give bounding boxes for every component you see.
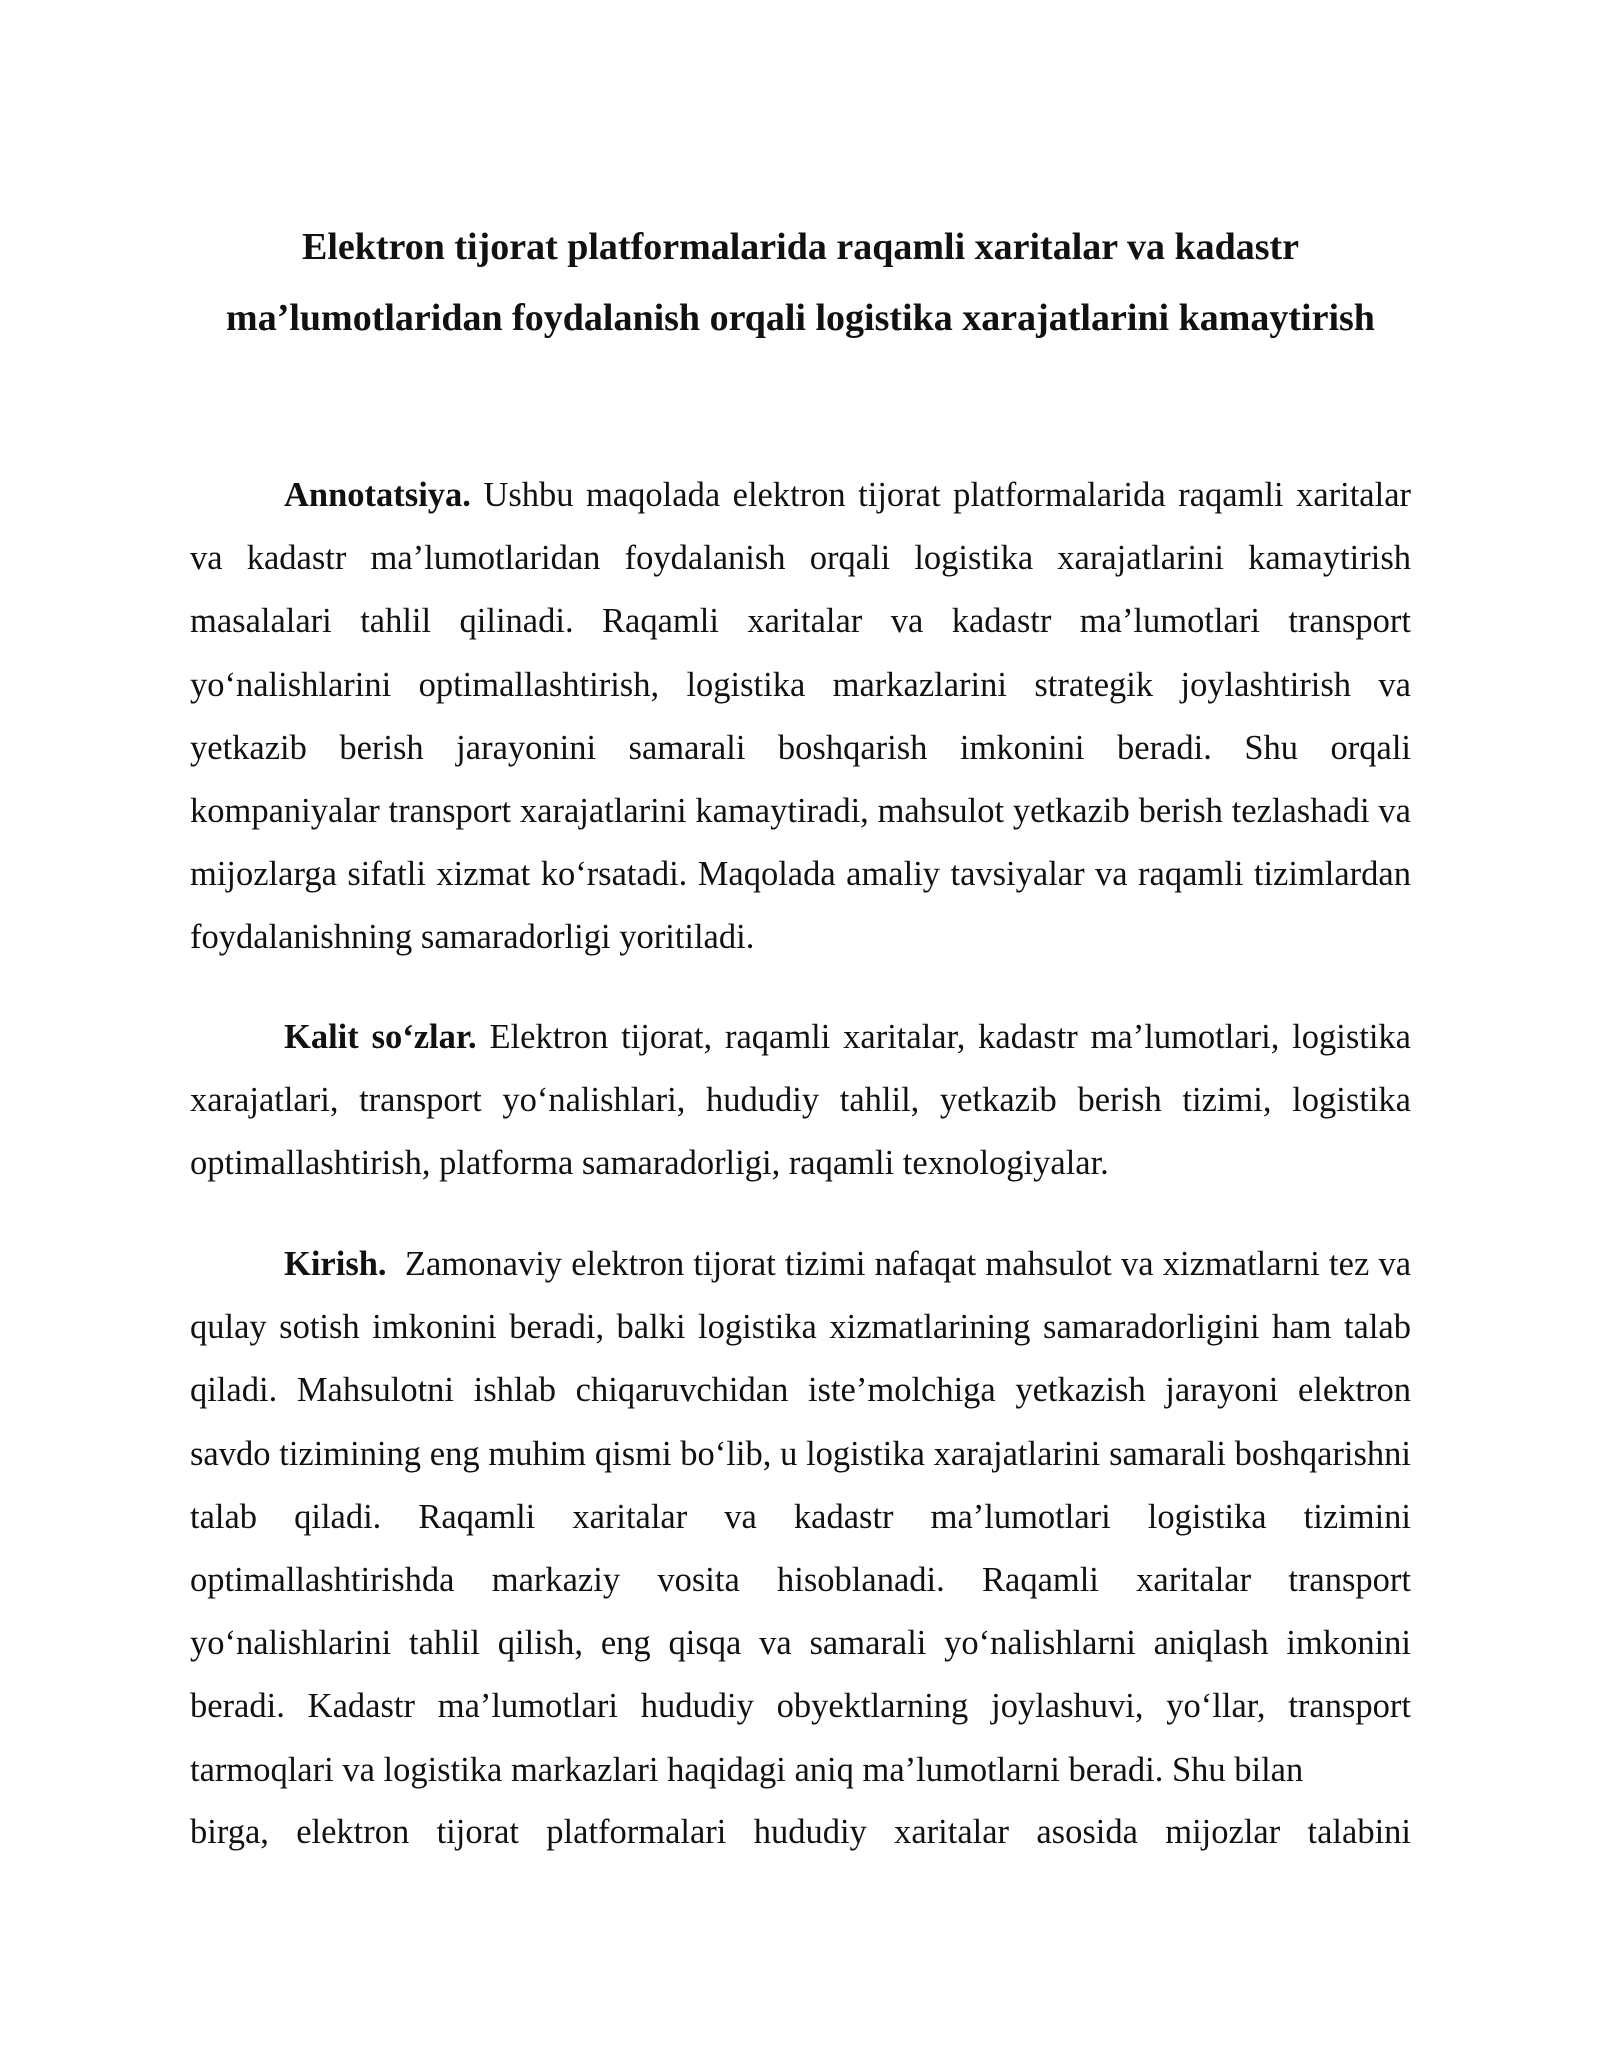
keywords-paragraph: [190, 1006, 1411, 1196]
abstract-label: Annotatsiya.: [284, 476, 471, 514]
keywords-text: Elektron tijorat, raqamli xaritalar, kadastr ma’lumotlari, logistika xarajatlari, transport yo‘nalishlari, hududiy tahlil, yetkazib berish tizimi, logistika optimallashtirish, platforma samaradorligi, raqamli texnologiyalar.: [190, 1018, 1411, 1183]
keywords-label: Kalit so‘zlar.: [284, 1018, 477, 1056]
abstract-text: Ushbu maqolada elektron tijorat platformalarida raqamli xaritalar va kadastr ma’lumotlaridan foydalanish orqali logistika xarajatlarini kamaytirish masalalari tahlil qilinadi. Raqamli xaritalar va kadastr ma’lumotlari transport yo‘nalishlarini optimallashtirish, logistika markazlarini strategik joylashtirish va yetkazib berish jarayonini samarali boshqarish imkonini beradi. Shu orqali kompaniyalar transport xarajatlarini kamaytiradi, mahsulot yetkazib berish tezlashadi va mijozlarga sifatli xizmat ko‘rsatadi. Maqolada amaliy tavsiyalar va raqamli tizimlardan foydalanishning samaradorligi yoritiladi.: [190, 476, 1412, 957]
introduction-label: Kirish.: [284, 1245, 387, 1283]
introduction-text: Zamonaviy elektron tijorat tizimi nafaqat mahsulot va xizmatlarni tez va qulay sotish imkonini beradi, balki logistika xizmatlarining samaradorligini ham talab qiladi. Mahsulotni ishlab chiqaruvchidan iste’molchiga yetkazish jarayoni elektron savdo tizimining eng muhim qismi bo‘lib, u logistika xarajatlarini samarali boshqarishni talab qiladi. Raqamli xaritalar va kadastr ma’lumotlari logistika tizimini optimallashtirishda markaziy vosita hisoblanadi. Raqamli xaritalar transport yo‘nalishlarini tahlil qilish, eng qisqa va samarali yo‘nalishlarni aniqlash imkonini beradi. Kadastr ma’lumotlari hududiy obyektlarning joylashuvi, yo‘llar, transport tarmoqlari va logistika markazlari haqidagi aniq ma’lumotlarni beradi. Shu bilan: [190, 1245, 1412, 1789]
introduction-paragraph: [190, 1233, 1411, 1802]
paper-title: Elektron tijorat platformalarida raqamli xaritalar va kadastr ma’lumotlaridan foydalanish orqali logistika xarajatlarini kamaytirish: [226, 226, 1375, 339]
introduction-continuation: birga, elektron tijorat platformalari hududiy xaritalar asosida mijozlar talabini: [190, 1813, 1411, 1851]
abstract-paragraph: [190, 464, 1411, 970]
